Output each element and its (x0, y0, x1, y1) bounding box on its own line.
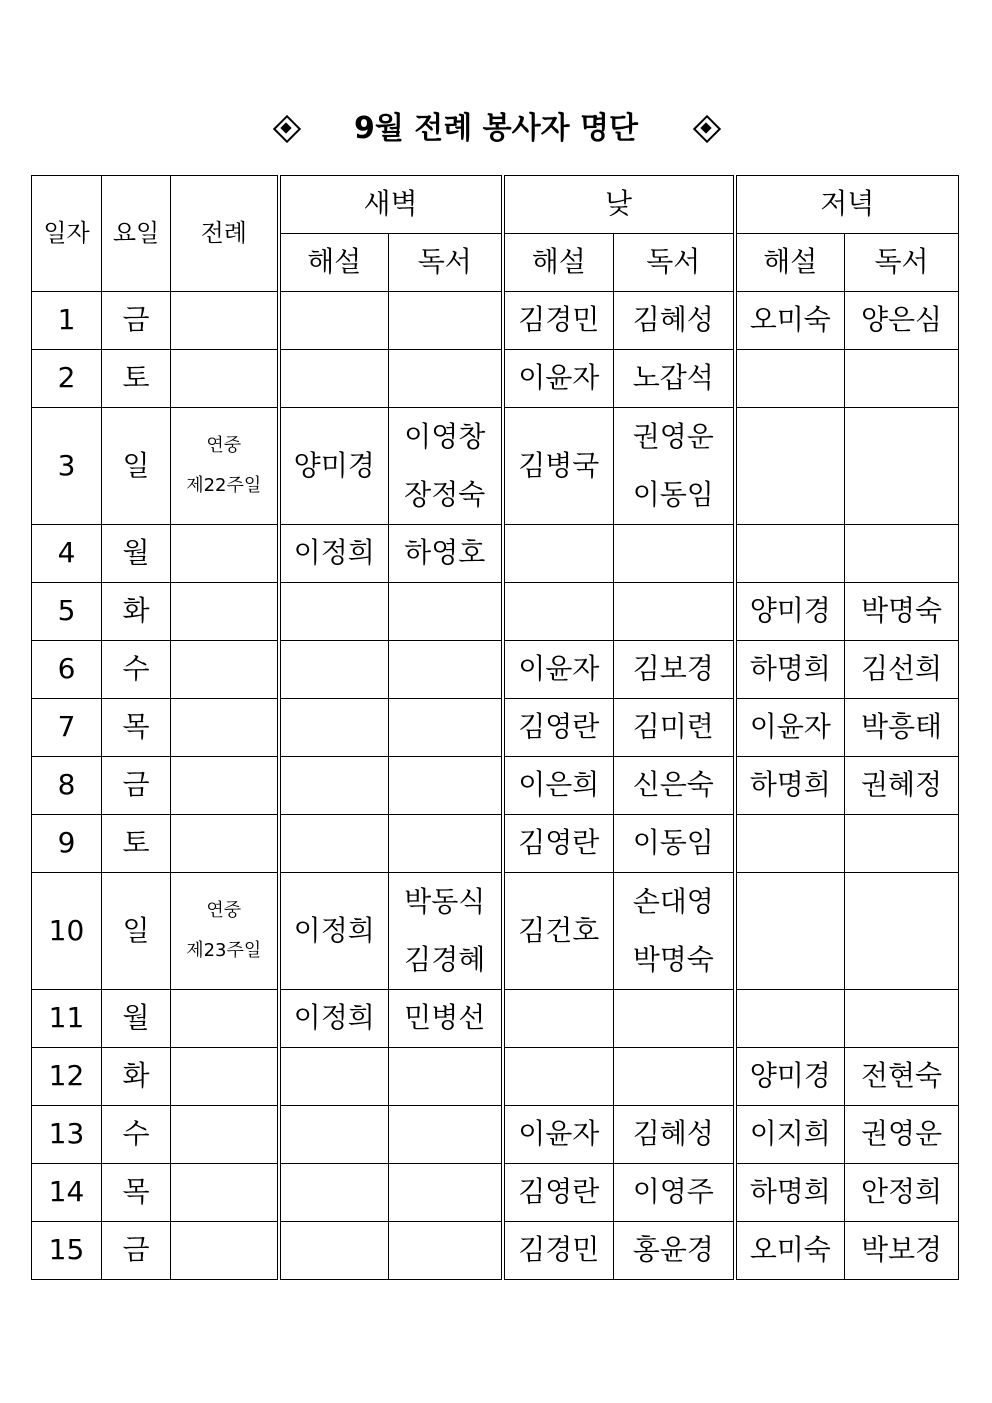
evening-commentary-cell (735, 350, 845, 408)
evening-reading-cell (845, 699, 959, 757)
name-line: 양미경 (293, 448, 375, 482)
liturgy-line: 연중 (206, 435, 242, 456)
name-line: 박명숙 (632, 943, 714, 976)
dawn-commentary-cell (279, 583, 389, 641)
name-line: 김영란 (518, 826, 600, 860)
dawn-reading-cell (389, 990, 503, 1048)
noon-commentary-cell (503, 525, 614, 583)
name-line: 하영호 (404, 536, 486, 570)
name-line: 김영란 (518, 1175, 600, 1209)
col-header-weekday: 요일 (102, 176, 171, 292)
day-cell: 2 (32, 350, 102, 408)
noon-reading-cell (614, 583, 735, 641)
noon-reading-cell (614, 757, 735, 815)
name-line: 이윤자 (518, 1117, 600, 1151)
noon-commentary-cell (503, 641, 614, 699)
schedule-body (32, 292, 959, 1280)
weekday-cell: 목 (102, 699, 171, 757)
liturgy-cell (171, 641, 279, 699)
evening-reading-cell (845, 1164, 959, 1222)
dawn-commentary-cell (279, 815, 389, 873)
dawn-reading-cell (389, 1106, 503, 1164)
name-line: 홍윤경 (632, 1233, 714, 1267)
liturgy-cell (171, 1222, 279, 1280)
dawn-commentary-cell (279, 873, 389, 990)
noon-reading-cell (614, 1164, 735, 1222)
name-line: 김보경 (632, 652, 714, 686)
noon-reading-cell (614, 699, 735, 757)
weekday-cell: 월 (102, 990, 171, 1048)
weekday-cell: 화 (102, 1048, 171, 1106)
evening-reading-cell (845, 641, 959, 699)
dawn-commentary-cell (279, 1222, 389, 1280)
name-line: 오미숙 (749, 1233, 831, 1267)
noon-commentary-cell (503, 1106, 614, 1164)
day-cell: 3 (32, 408, 102, 525)
schedule-table (31, 175, 959, 1280)
dawn-reading-cell (389, 699, 503, 757)
name-line: 전현숙 (860, 1059, 943, 1093)
name-line: 양미경 (749, 1059, 831, 1093)
noon-reading-cell (614, 350, 735, 408)
name-line: 이영주 (632, 1175, 714, 1209)
noon-commentary-cell (503, 583, 614, 641)
noon-reading-cell (614, 641, 735, 699)
name-line: 박흥태 (860, 710, 943, 744)
weekday-cell: 일 (102, 873, 171, 990)
name-line: 박동식 (404, 885, 486, 918)
dawn-reading-cell (389, 525, 503, 583)
table-row (32, 350, 959, 408)
dawn-commentary-cell (279, 699, 389, 757)
weekday-cell: 금 (102, 292, 171, 350)
name-line: 김경민 (518, 303, 600, 337)
evening-commentary-cell (735, 641, 845, 699)
name-line: 김선희 (860, 652, 943, 686)
weekday-cell: 금 (102, 1222, 171, 1280)
day-cell: 13 (32, 1106, 102, 1164)
dawn-commentary-cell (279, 350, 389, 408)
liturgy-line: 연중 (206, 900, 242, 921)
weekday-cell: 화 (102, 583, 171, 641)
table-row (32, 873, 959, 990)
table-row (32, 583, 959, 641)
diamond-left-icon (273, 115, 299, 141)
noon-commentary-cell (503, 408, 614, 525)
name-line: 권영운 (632, 420, 714, 453)
name-line: 민병선 (404, 1001, 486, 1035)
title-bar (0, 104, 992, 154)
sub-header-dawn-reading: 독서 (389, 234, 503, 292)
dawn-reading-cell (389, 815, 503, 873)
diamond-right-icon (693, 115, 719, 141)
name-line: 이정희 (293, 913, 375, 947)
col-header-liturgy: 전례 (171, 176, 279, 292)
noon-reading-cell (614, 525, 735, 583)
evening-reading-cell (845, 525, 959, 583)
day-cell: 1 (32, 292, 102, 350)
day-cell: 9 (32, 815, 102, 873)
evening-commentary-cell (735, 292, 845, 350)
liturgy-cell (171, 583, 279, 641)
name-line: 김혜성 (632, 1117, 714, 1151)
day-cell: 8 (32, 757, 102, 815)
liturgy-cell (171, 408, 279, 525)
name-line: 이윤자 (518, 652, 600, 686)
table-row (32, 990, 959, 1048)
evening-commentary-cell (735, 990, 845, 1048)
name-line: 김혜성 (632, 303, 714, 337)
liturgy-cell (171, 990, 279, 1048)
dawn-commentary-cell (279, 1048, 389, 1106)
liturgy-cell (171, 1164, 279, 1222)
dawn-commentary-cell (279, 990, 389, 1048)
dawn-reading-cell (389, 350, 503, 408)
noon-commentary-cell (503, 757, 614, 815)
noon-reading-cell (614, 1048, 735, 1106)
noon-reading-cell (614, 873, 735, 990)
noon-commentary-cell (503, 292, 614, 350)
page-title: 9월 전례 봉사자 명단 (353, 111, 639, 146)
table-row (32, 408, 959, 525)
noon-commentary-cell (503, 1048, 614, 1106)
evening-reading-cell (845, 990, 959, 1048)
dawn-commentary-cell (279, 408, 389, 525)
table-row (32, 1106, 959, 1164)
name-line: 이지희 (749, 1117, 831, 1151)
day-cell: 14 (32, 1164, 102, 1222)
name-line: 박명숙 (860, 594, 943, 628)
day-cell: 11 (32, 990, 102, 1048)
day-cell: 10 (32, 873, 102, 990)
table-row (32, 757, 959, 815)
day-cell: 7 (32, 699, 102, 757)
table-row (32, 699, 959, 757)
evening-reading-cell (845, 1106, 959, 1164)
noon-commentary-cell (503, 1164, 614, 1222)
name-line: 이동임 (632, 826, 714, 860)
sub-header-evening-commentary: 해설 (735, 234, 845, 292)
noon-reading-cell (614, 292, 735, 350)
table-row (32, 525, 959, 583)
evening-reading-cell (845, 757, 959, 815)
sub-header-evening-reading: 독서 (845, 234, 959, 292)
table-row (32, 815, 959, 873)
evening-reading-cell (845, 1222, 959, 1280)
noon-reading-cell (614, 990, 735, 1048)
table-row (32, 1164, 959, 1222)
name-line: 양미경 (749, 594, 831, 628)
day-cell: 15 (32, 1222, 102, 1280)
table-row (32, 1222, 959, 1280)
liturgy-cell (171, 525, 279, 583)
name-line: 이윤자 (518, 361, 600, 395)
name-line: 하명희 (749, 768, 831, 802)
name-line: 이동임 (632, 478, 714, 511)
noon-commentary-cell (503, 990, 614, 1048)
name-line: 권영운 (860, 1117, 943, 1151)
evening-commentary-cell (735, 1222, 845, 1280)
liturgy-cell (171, 1106, 279, 1164)
weekday-cell: 일 (102, 408, 171, 525)
dawn-commentary-cell (279, 1164, 389, 1222)
dawn-reading-cell (389, 1164, 503, 1222)
evening-reading-cell (845, 815, 959, 873)
weekday-cell: 월 (102, 525, 171, 583)
liturgy-line: 제22주일 (186, 475, 262, 496)
liturgy-cell (171, 699, 279, 757)
dawn-commentary-cell (279, 525, 389, 583)
noon-reading-cell (614, 1106, 735, 1164)
day-cell: 12 (32, 1048, 102, 1106)
liturgy-cell (171, 1048, 279, 1106)
name-line: 장정숙 (404, 478, 486, 511)
weekday-cell: 토 (102, 815, 171, 873)
evening-commentary-cell (735, 757, 845, 815)
name-line: 김영란 (518, 710, 600, 744)
dawn-commentary-cell (279, 292, 389, 350)
dawn-reading-cell (389, 873, 503, 990)
evening-commentary-cell (735, 525, 845, 583)
noon-commentary-cell (503, 1222, 614, 1280)
dawn-reading-cell (389, 583, 503, 641)
evening-reading-cell (845, 408, 959, 525)
group-header-noon: 낮 (503, 176, 735, 234)
evening-commentary-cell (735, 1164, 845, 1222)
noon-commentary-cell (503, 815, 614, 873)
dawn-reading-cell (389, 408, 503, 525)
name-line: 하명희 (749, 652, 831, 686)
liturgy-cell (171, 757, 279, 815)
name-line: 김병국 (518, 448, 600, 482)
evening-reading-cell (845, 350, 959, 408)
evening-commentary-cell (735, 815, 845, 873)
sub-header-noon-reading: 독서 (614, 234, 735, 292)
dawn-reading-cell (389, 641, 503, 699)
name-line: 이은희 (518, 768, 600, 802)
noon-commentary-cell (503, 350, 614, 408)
liturgy-cell (171, 292, 279, 350)
dawn-reading-cell (389, 1222, 503, 1280)
group-header-evening: 저녁 (735, 176, 959, 234)
name-line: 이정희 (293, 536, 375, 570)
evening-reading-cell (845, 292, 959, 350)
day-cell: 4 (32, 525, 102, 583)
noon-commentary-cell (503, 699, 614, 757)
name-line: 이윤자 (749, 710, 831, 744)
name-line: 김경혜 (404, 943, 486, 976)
weekday-cell: 목 (102, 1164, 171, 1222)
weekday-cell: 금 (102, 757, 171, 815)
name-line: 이영창 (404, 420, 486, 453)
sub-header-noon-commentary: 해설 (503, 234, 614, 292)
name-line: 하명희 (749, 1175, 831, 1209)
evening-reading-cell (845, 583, 959, 641)
name-line: 김경민 (518, 1233, 600, 1267)
evening-reading-cell (845, 1048, 959, 1106)
name-line: 노갑석 (632, 361, 714, 395)
sub-header-dawn-commentary: 해설 (279, 234, 389, 292)
day-cell: 6 (32, 641, 102, 699)
group-header-dawn: 새벽 (279, 176, 503, 234)
liturgy-line: 제23주일 (186, 940, 262, 961)
evening-commentary-cell (735, 873, 845, 990)
dawn-commentary-cell (279, 641, 389, 699)
evening-commentary-cell (735, 408, 845, 525)
liturgy-cell (171, 815, 279, 873)
noon-reading-cell (614, 1222, 735, 1280)
name-line: 박보경 (860, 1233, 943, 1267)
weekday-cell: 수 (102, 1106, 171, 1164)
table-row (32, 292, 959, 350)
evening-reading-cell (845, 873, 959, 990)
noon-commentary-cell (503, 873, 614, 990)
dawn-commentary-cell (279, 757, 389, 815)
dawn-reading-cell (389, 757, 503, 815)
name-line: 이정희 (293, 1001, 375, 1035)
name-line: 양은심 (860, 303, 943, 337)
table-row (32, 1048, 959, 1106)
evening-commentary-cell (735, 1048, 845, 1106)
dawn-commentary-cell (279, 1106, 389, 1164)
evening-commentary-cell (735, 583, 845, 641)
liturgy-cell (171, 873, 279, 990)
weekday-cell: 수 (102, 641, 171, 699)
noon-reading-cell (614, 815, 735, 873)
name-line: 안정희 (860, 1175, 943, 1209)
name-line: 권혜정 (860, 768, 943, 802)
col-header-day: 일자 (32, 176, 102, 292)
liturgy-cell (171, 350, 279, 408)
name-line: 김미련 (632, 710, 714, 744)
evening-commentary-cell (735, 699, 845, 757)
name-line: 손대영 (632, 885, 714, 918)
dawn-reading-cell (389, 1048, 503, 1106)
dawn-reading-cell (389, 292, 503, 350)
table-row (32, 641, 959, 699)
name-line: 오미숙 (749, 303, 831, 337)
evening-commentary-cell (735, 1106, 845, 1164)
weekday-cell: 토 (102, 350, 171, 408)
day-cell: 5 (32, 583, 102, 641)
name-line: 김건호 (518, 913, 600, 947)
noon-reading-cell (614, 408, 735, 525)
name-line: 신은숙 (632, 768, 714, 802)
